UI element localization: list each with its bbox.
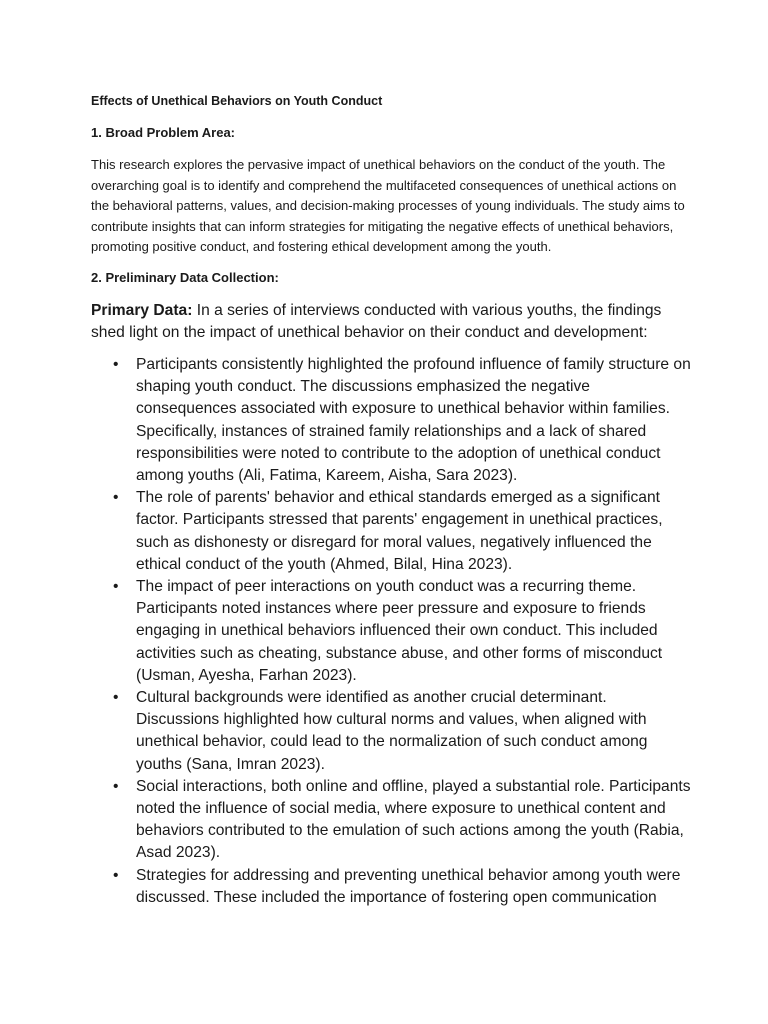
finding-text: Participants consistently highlighted the profound influence of family structure on shaping youth conduct. The discussions emphasized the negative consequences associated with exposure to unethical behavior within families. Specifically, instances of strained family relationships and a lack of shared responsibilities were noted to contribute to the adoption of unethical conduct among youths (Ali, Fatima, Kareem, Aisha, Sara 2023). [136,355,691,484]
findings-list [91,354,691,909]
bullet-icon: • [113,577,119,595]
primary-data-paragraph [91,300,691,344]
finding-text: Strategies for addressing and preventing unethical behavior among youth were discussed. These included the importance of fostering open communication [136,866,681,906]
list-item [91,687,691,776]
list-item [91,354,691,487]
broad-problem-area-paragraph: This research explores the pervasive impact of unethical behaviors on the conduct of the youth. The overarching goal is to identify and comprehend the multifaceted consequences of unethical actions on the behavioral patterns, values, and decision-making processes of young individuals. The study aims to contribute insights that can inform strategies for mitigating the negative effects of unethical behaviors, promoting positive conduct, and fostering ethical development among the youth. [91,157,685,254]
bullet-icon: • [113,489,119,507]
section-heading-broad-problem-area: 1. Broad Problem Area: [91,125,236,140]
finding-text: The role of parents' behavior and ethical standards emerged as a significant factor. Participants stressed that parents' engagement in unethical practices, such as dishonesty or disregard for moral values, negatively influenced the ethical conduct of the youth (Ahmed, Bilal, Hina 2023). [136,489,663,573]
list-item [91,576,691,687]
list-item [91,487,691,576]
bullet-icon: • [113,777,119,795]
bullet-icon: • [113,688,119,706]
finding-text: Social interactions, both online and offline, played a substantial role. Participants noted the influence of social media, where exposure to unethical content and behaviors contributed to the emulation of such actions among the youth (Rabia, Asad 2023). [136,777,691,862]
primary-data-label: Primary Data: [91,301,193,319]
document-title: Effects of Unethical Behaviors on Youth Conduct [91,94,383,108]
finding-text: The impact of peer interactions on youth conduct was a recurring theme. Participants noted instances where peer pressure and exposure to friends engaging in unethical behaviors influenced their own conduct. This included activities such as cheating, substance abuse, and other forms of misconduct (Usman, Ayesha, Farhan 2023). [136,577,663,684]
list-item [91,776,691,865]
bullet-icon: • [113,866,119,884]
list-item [91,865,691,909]
document-page [91,92,691,909]
primary-data-text: In a series of interviews conducted with various youths, the findings shed light on the impact of unethical behavior on their conduct and development: [91,301,662,341]
bullet-icon: • [113,355,119,373]
finding-text: Cultural backgrounds were identified as another crucial determinant. Discussions highlighted how cultural norms and values, when aligned with unethical behavior, could lead to the normalization of such conduct among youths (Sana, Imran 2023). [136,688,648,773]
section-heading-preliminary-data-collection: 2. Preliminary Data Collection: [91,269,279,285]
